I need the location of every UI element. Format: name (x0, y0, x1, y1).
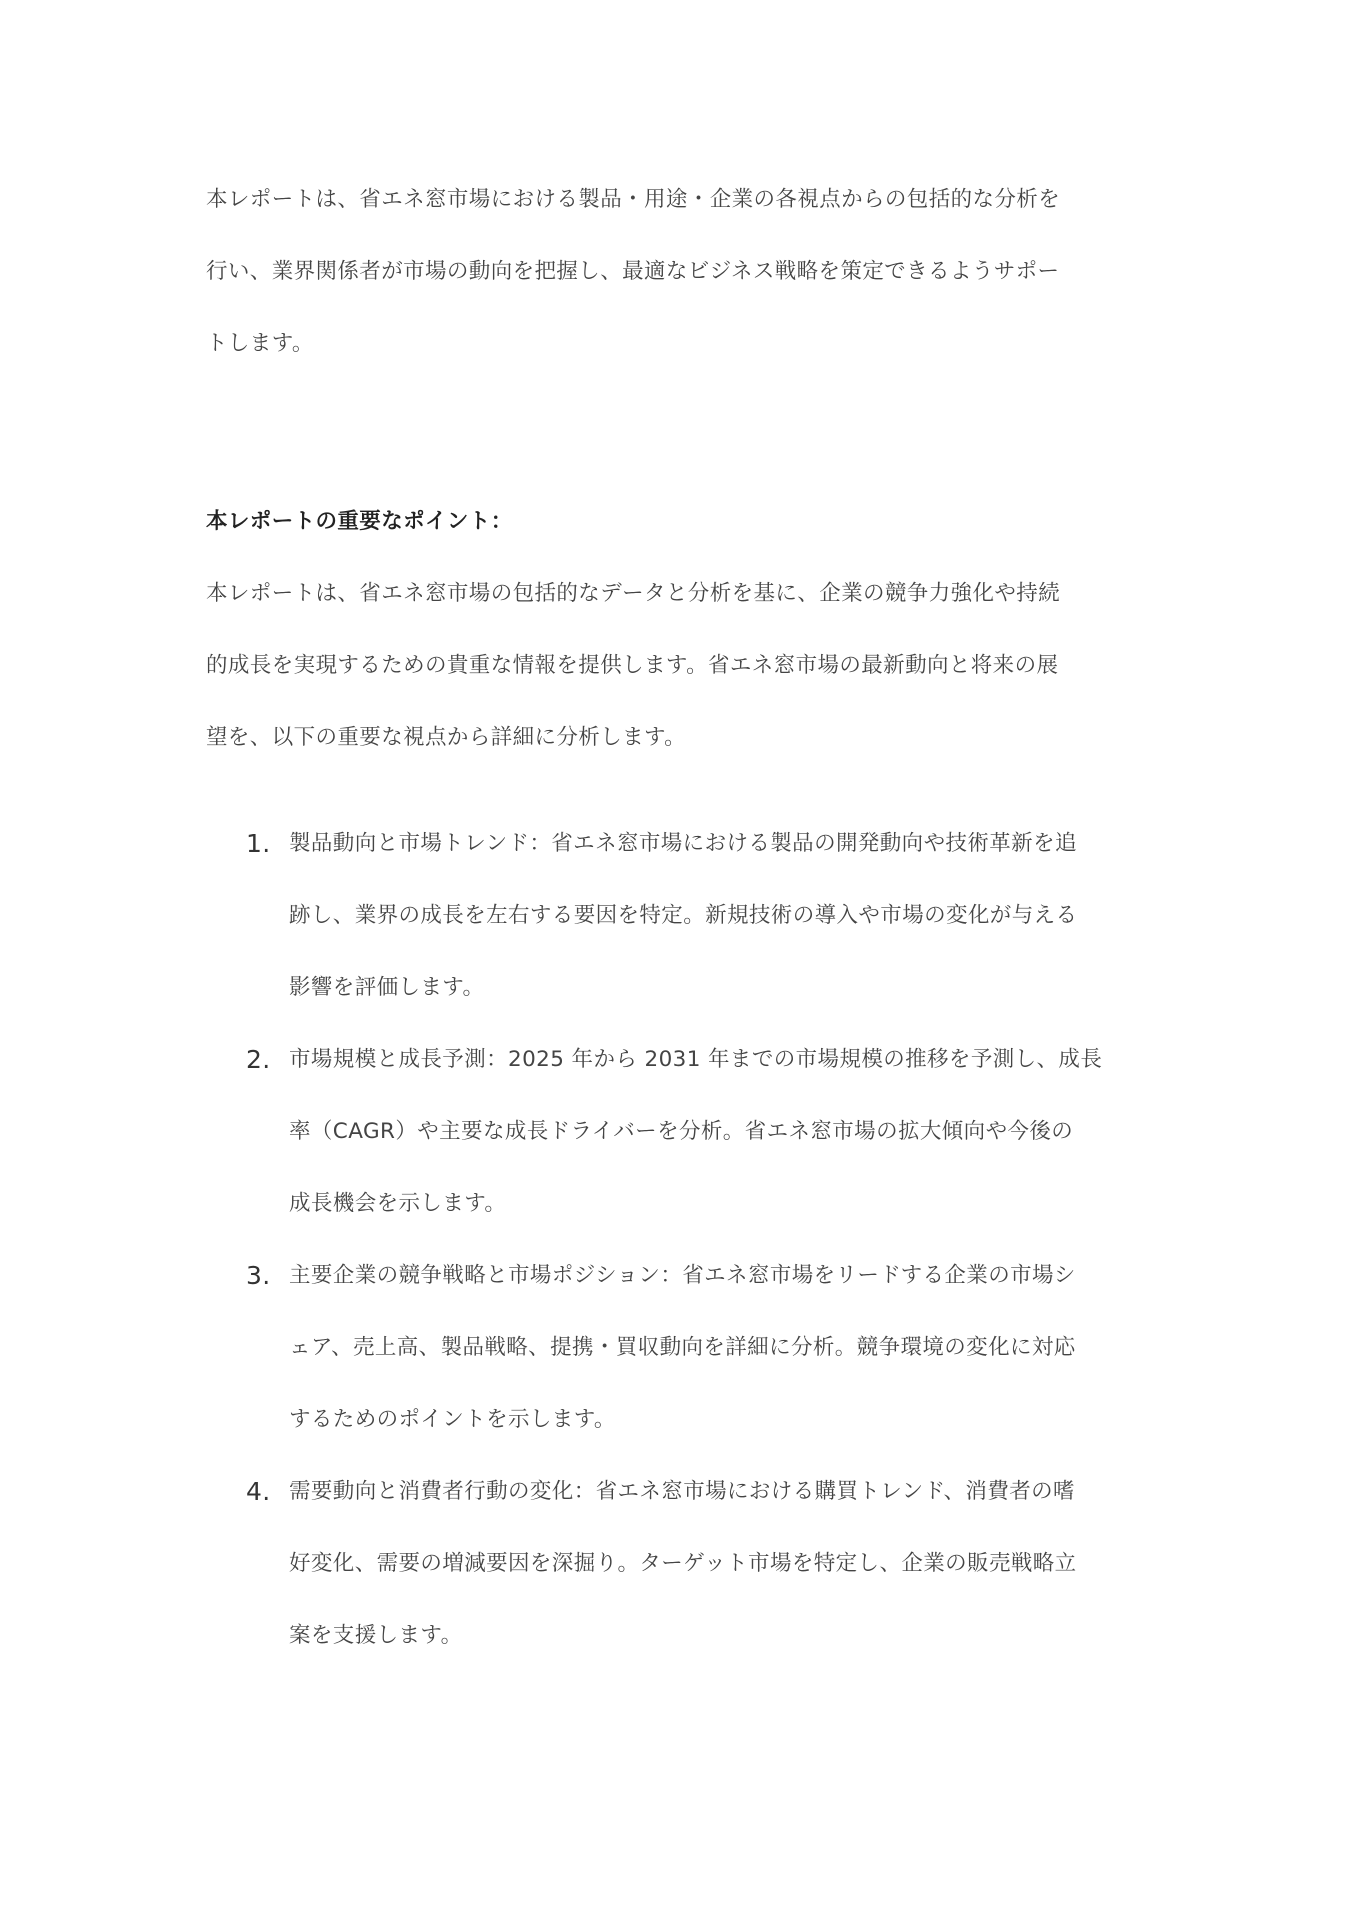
list-item-line: 跡し、業界の成長を左右する要因を特定。新規技術の導入や市場の変化が与える (289, 903, 1078, 928)
summary-line: 本レポートは、省エネ窓市場の包括的なデータと分析を基に、企業の競争力強化や持続 (206, 581, 1061, 606)
list-item-line: 主要企業の競争戦略と市場ポジション：省エネ窓市場をリードする企業の市場シ (289, 1263, 1076, 1288)
list-item-line: するためのポイントを示します。 (289, 1407, 616, 1432)
list-item-line: 製品動向と市場トレンド：省エネ窓市場における製品の開発動向や技術革新を追 (289, 831, 1077, 856)
intro-line: 行い、業界関係者が市場の動向を把握し、最適なビジネス戦略を策定できるようサポー (206, 259, 1060, 284)
list-item-line: 成長機会を示します。 (289, 1191, 507, 1216)
key-points-list (206, 808, 1158, 1672)
intro-line: 本レポートは、省エネ窓市場における製品・用途・企業の各視点からの包括的な分析を (206, 187, 1061, 212)
section-heading: 本レポートの重要なポイント： (206, 509, 513, 534)
list-item (206, 1024, 1158, 1240)
list-item-number: 4. (246, 1477, 271, 1506)
list-item (206, 1240, 1158, 1456)
list-item (206, 808, 1158, 1024)
summary-line: 的成長を実現するための貴重な情報を提供します。省エネ窓市場の最新動向と将来の展 (206, 653, 1059, 678)
list-item-line: 案を支援します。 (289, 1623, 463, 1648)
list-item-number: 3. (246, 1261, 271, 1290)
list-item-line: 影響を評価します。 (289, 975, 485, 1000)
list-item-number: 1. (246, 829, 271, 858)
list-item-number: 2. (246, 1045, 271, 1074)
intro-line: トします。 (206, 331, 314, 356)
intro-paragraph (206, 164, 1158, 380)
list-item-line: ェア、売上高、製品戦略、提携・買収動向を詳細に分析。競争環境の変化に対応 (289, 1335, 1076, 1360)
list-item (206, 1456, 1158, 1672)
list-item-line: 需要動向と消費者行動の変化：省エネ窓市場における購買トレンド、消費者の嗜 (289, 1479, 1075, 1504)
summary-line: 望を、以下の重要な視点から詳細に分析します。 (206, 725, 687, 750)
list-item-line: 市場規模と成長予測：2025 年から 2031 年までの市場規模の推移を予測し、成長 (289, 1047, 1103, 1072)
list-item-line: 率（CAGR）や主要な成長ドライバーを分析。省エネ窓市場の拡大傾向や今後の (289, 1119, 1074, 1144)
list-item-line: 好変化、需要の増減要因を深掘り。ターゲット市場を特定し、企業の販売戦略立 (289, 1551, 1077, 1576)
summary-paragraph (206, 558, 1158, 774)
